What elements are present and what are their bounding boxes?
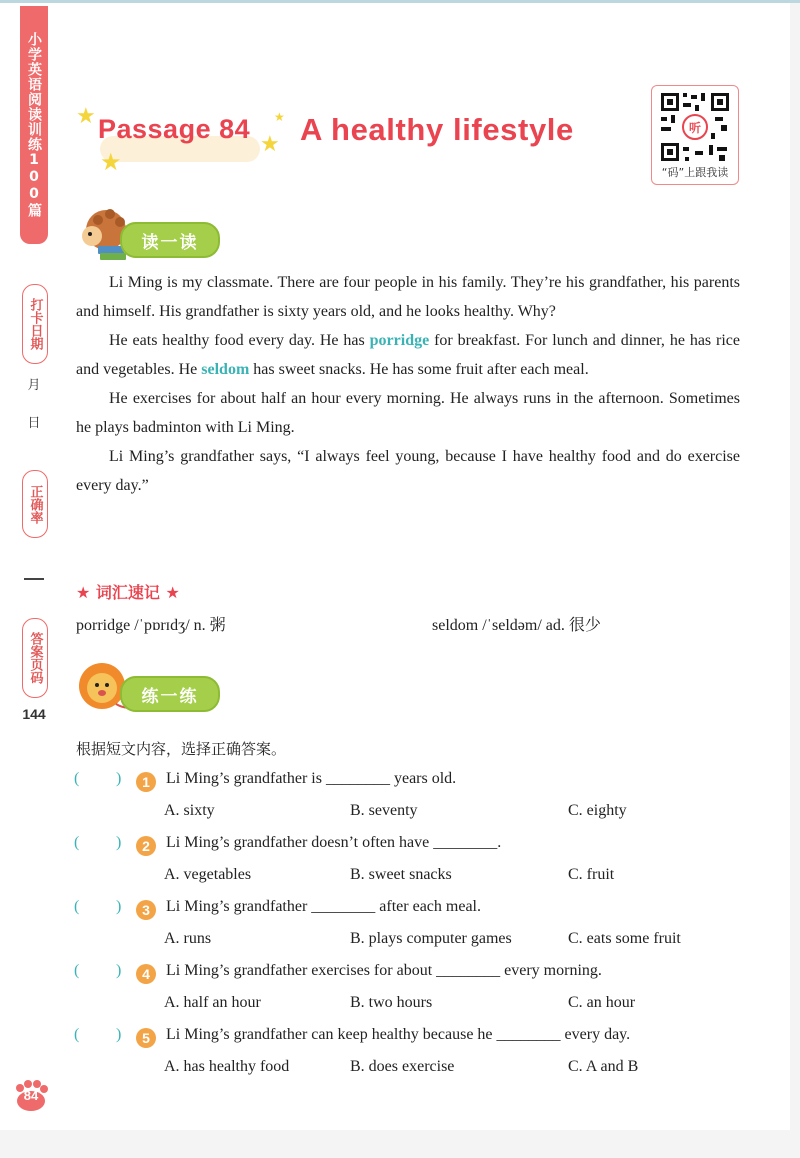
passage-text: Li Ming is my classmate. There are four people in his family. They’re his grandfather, his parents and himself. His grandfather is sixty years old, and he looks healthy. Why? bbox=[76, 274, 740, 320]
exercise-instruction: 根据短文内容，选择正确答案。 bbox=[76, 740, 287, 758]
read-section-header bbox=[76, 206, 236, 262]
passage-text: has sweet snacks. He has some fruit after each meal. bbox=[249, 361, 589, 378]
star-icon: ★ bbox=[274, 110, 285, 124]
question-row bbox=[74, 1024, 754, 1075]
question-text: Li Ming’s grandfather exercises for about ________ every morning. bbox=[166, 962, 602, 979]
highlighted-word: porridge bbox=[369, 332, 430, 349]
vocab-item-porridge: porridge /ˈpɒrɪdʒ/ n. 粥 bbox=[76, 617, 226, 634]
listen-icon-text: 听 bbox=[688, 121, 702, 135]
answer-blank-open[interactable]: ( bbox=[74, 898, 80, 915]
answer-option[interactable]: C. A and B bbox=[568, 1058, 639, 1075]
answer-blank-close[interactable]: ) bbox=[116, 770, 122, 787]
answer-option[interactable]: C. an hour bbox=[568, 994, 636, 1011]
page-title: A healthy lifestyle bbox=[300, 112, 574, 147]
passage-paragraph bbox=[76, 384, 740, 442]
answer-option[interactable]: C. eats some fruit bbox=[568, 930, 681, 947]
passage-paragraph bbox=[76, 326, 740, 384]
answer-blank-close[interactable]: ) bbox=[116, 834, 122, 851]
passage-text: Li Ming’s grandfather says, “I always feel young, because I have healthy food and do exercise every day.” bbox=[76, 448, 740, 494]
top-rule bbox=[0, 0, 800, 3]
answer-blank-open[interactable]: ( bbox=[74, 770, 80, 787]
answer-option[interactable]: C. eighty bbox=[568, 802, 627, 819]
question-row bbox=[74, 768, 754, 819]
book-title-tab: 小学英语阅读训练100篇 bbox=[20, 6, 48, 244]
qr-code-icon bbox=[659, 91, 731, 163]
highlighted-word: seldom bbox=[201, 361, 250, 378]
question-text: Li Ming’s grandfather can keep healthy because he ________ every day. bbox=[166, 1026, 631, 1043]
question-number: 5 bbox=[136, 1028, 156, 1048]
answer-option[interactable]: B. does exercise bbox=[350, 1058, 455, 1075]
vocab-item-seldom: seldom /ˈseldəm/ ad. 很少 bbox=[432, 617, 601, 634]
answer-option[interactable]: C. fruit bbox=[568, 866, 615, 883]
reading-passage bbox=[76, 268, 740, 500]
question-row bbox=[74, 832, 754, 883]
answer-option[interactable]: A. runs bbox=[164, 930, 212, 947]
practice-section-header bbox=[76, 660, 236, 716]
qr-caption: “码”上跟我读 bbox=[661, 166, 729, 179]
question-text: Li Ming’s grandfather ________ after each meal. bbox=[166, 898, 481, 915]
answer-blank-close[interactable]: ) bbox=[116, 962, 122, 979]
question-row bbox=[74, 896, 754, 947]
answer-page-label: 答案页码 bbox=[22, 618, 48, 698]
answer-option[interactable]: B. sweet snacks bbox=[350, 866, 452, 883]
star-icon: ★ bbox=[100, 148, 122, 176]
question-number: 2 bbox=[136, 836, 156, 856]
answer-option[interactable]: A. has healthy food bbox=[164, 1058, 290, 1075]
passage-paragraph bbox=[76, 268, 740, 326]
star-icon: ★ bbox=[260, 132, 280, 157]
answer-option[interactable]: B. plays computer games bbox=[350, 930, 512, 947]
answer-option[interactable]: A. half an hour bbox=[164, 994, 261, 1011]
answer-blank-open[interactable]: ( bbox=[74, 834, 80, 851]
question-row bbox=[74, 960, 754, 1011]
answer-page-number: 144 bbox=[22, 706, 46, 722]
answer-blank-open[interactable]: ( bbox=[74, 1026, 80, 1043]
passage-text: He exercises for about half an hour every morning. He always runs in the afternoon. Sometimes he plays badminton with Li Ming. bbox=[76, 390, 740, 436]
answer-blank-open[interactable]: ( bbox=[74, 962, 80, 979]
answer-option[interactable]: B. seventy bbox=[350, 802, 418, 819]
day-label: 日 bbox=[27, 416, 41, 431]
answer-blank-close[interactable]: ) bbox=[116, 1026, 122, 1043]
accuracy-fill-line bbox=[24, 578, 44, 580]
page-number-badge bbox=[14, 1080, 48, 1112]
passage-title-row bbox=[76, 104, 620, 176]
question-number: 1 bbox=[136, 772, 156, 792]
passage-paragraph bbox=[76, 442, 740, 500]
practice-section-label: 练一练 bbox=[120, 676, 220, 712]
vocab-title: ★ 词汇速记 ★ bbox=[76, 583, 180, 602]
passage-text: He eats healthy food every day. He has bbox=[109, 332, 370, 349]
qr-code-panel[interactable] bbox=[651, 85, 739, 185]
question-text: Li Ming’s grandfather is ________ years old. bbox=[166, 770, 457, 787]
accuracy-label: 正确率 bbox=[22, 470, 48, 538]
question-number: 4 bbox=[136, 964, 156, 984]
page-number: 84 bbox=[23, 1088, 39, 1103]
answer-option[interactable]: A. sixty bbox=[164, 802, 215, 819]
star-icon: ★ bbox=[76, 104, 96, 129]
answer-option[interactable]: B. two hours bbox=[350, 994, 433, 1011]
month-label: 月 bbox=[27, 378, 41, 393]
answer-option[interactable]: A. vegetables bbox=[164, 866, 252, 883]
question-text: Li Ming’s grandfather doesn’t often have ________. bbox=[166, 834, 502, 851]
checkin-date-label: 打卡日期 bbox=[22, 284, 48, 364]
passage-text: for breakfast. For lunch and dinner, he has rice and vegetables. He bbox=[76, 332, 741, 378]
passage-number: Passage 84 bbox=[98, 114, 251, 144]
answer-blank-close[interactable]: ) bbox=[116, 898, 122, 915]
question-number: 3 bbox=[136, 900, 156, 920]
read-section-label: 读一读 bbox=[120, 222, 220, 258]
